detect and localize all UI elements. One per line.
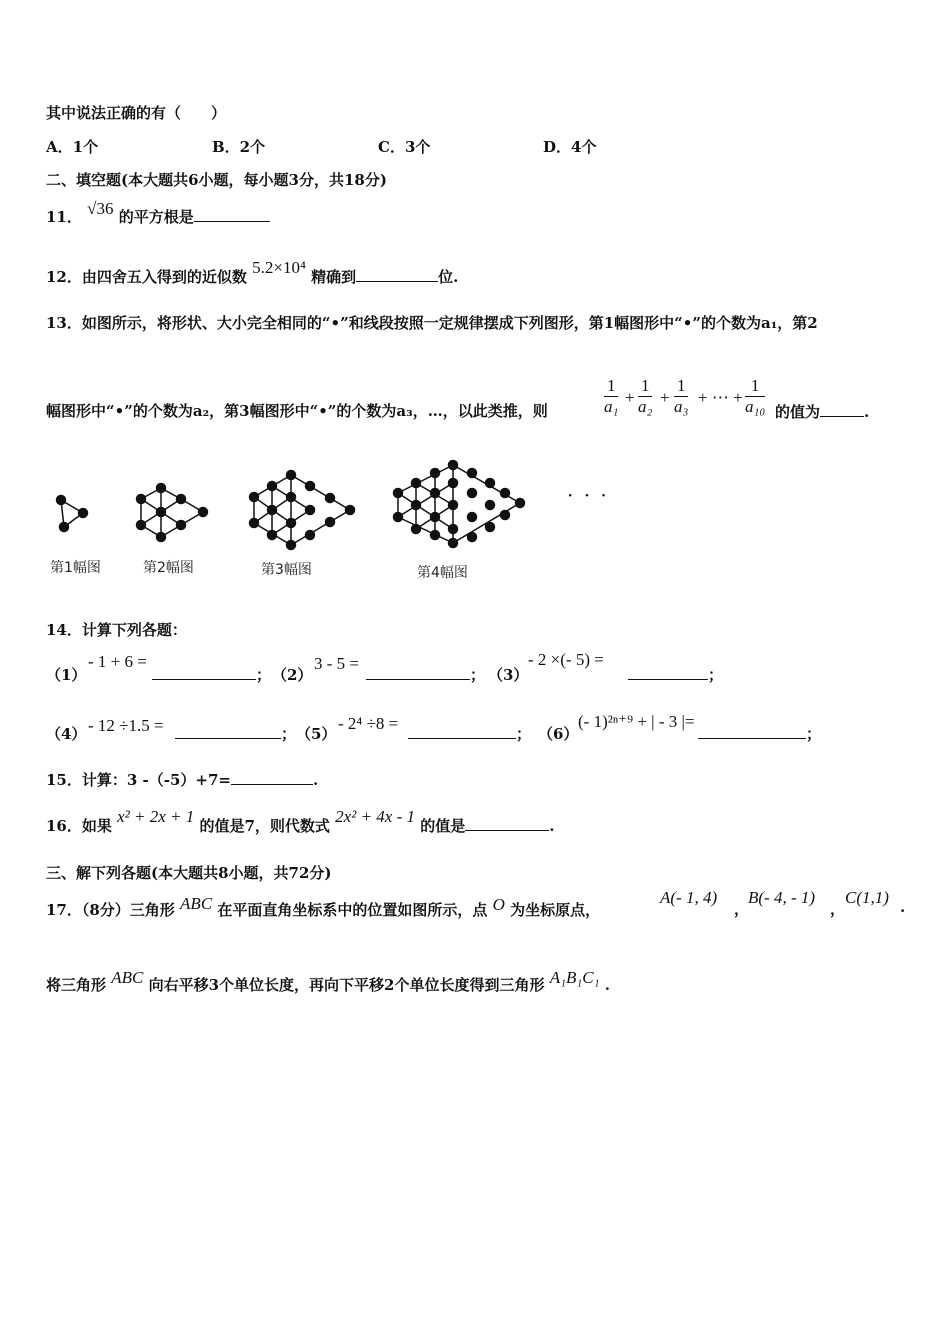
q14-item-2-blank: ； [366,664,485,685]
q15-answer-blank [231,770,313,785]
q10-option-c: C．3个 [378,138,431,156]
figure-4-caption: 第4幅图 [417,565,468,581]
q16-expression-2: 2x² + 4x - 1 [335,807,415,826]
period: . [900,898,906,916]
q16-end: . [549,817,555,835]
fraction-term-10 [745,376,765,417]
q14-item-6-expression: (- 1)²ⁿ⁺⁹ + | - 3 |= [578,712,695,731]
point-c: C(1,1) [845,888,889,907]
q17-line1 [46,894,601,920]
triangle-abc-label: ABC [180,894,213,913]
q11-text: 的平方根是 [118,208,194,226]
q14-item-4-blank: ； [175,723,296,744]
figure-2-pattern [137,484,208,542]
triangle-a1b1c1-label: A₁B₁C₁ [549,968,600,987]
q14-item-3-expression: - 2 ×(- 5) = [528,650,604,669]
q14-title: 14．计算下列各题： [46,621,187,639]
q13-line2: 幅图形中“•”的个数为a₂，第3幅图形中“•”的个数为a₃，…，以此类推，则 [46,402,548,420]
q12-text: 精确到 [311,268,357,286]
q15-text: 15．计算：3 -（-5）+7= [46,771,231,789]
q17-text-b: 在平面直角坐标系中的位置如图所示，点 [217,901,488,919]
section2-title: 二、填空题(本大题共6小题，每小题3分，共18分) [46,171,387,189]
q14-item-1-expression: - 1 + 6 = [88,652,147,671]
dot-pattern-figures [40,455,560,560]
q17-line2-start: 将三角形 [46,976,107,994]
section3-title: 三、解下列各题(本大题共8小题，共72分) [46,864,332,882]
q10-option-b: B．2个 [212,138,266,156]
q17-text-c: 为坐标原点， [510,901,601,919]
figure-1-caption: 第1幅图 [50,560,101,576]
fraction-numerator: 1 [674,376,688,397]
q17-line2 [46,968,611,995]
q14-item-3-blank: ； [628,664,723,685]
q13-tail-text: 的值为 [775,403,821,421]
q15 [46,770,318,790]
fraction-numerator: 1 [604,376,618,397]
q14-item-2-label: （2） [272,666,313,684]
fraction-term-1 [604,376,618,417]
fraction-denominator: a₁₀ [745,397,766,416]
point-a: A(- 1, 4) [660,888,718,907]
continuation-dots: · · · [567,483,609,507]
q14-item-4-expression: - 12 ÷1.5 = [88,716,164,735]
comma: ， [734,900,750,918]
q14-item-6-label: （6） [538,725,579,743]
figure-1-pattern [57,496,88,532]
fraction-numerator: 1 [638,376,652,397]
q11-expression: √36 [87,199,114,218]
q16-tail: 的值是 [420,817,466,835]
q12 [46,258,459,287]
q12-prefix: 由四舍五入得到的近似数 [81,268,247,286]
q13-answer-blank [820,402,864,417]
q16-answer-blank [465,816,549,831]
q10-option-a: A．1个 [46,138,99,156]
origin-label: O [492,895,505,914]
fraction-denominator: a₁ [604,397,619,416]
figure-2-caption: 第2幅图 [143,560,194,576]
fraction-term-2 [638,376,652,417]
q14-item-5-expression: - 2⁴ ÷8 = [338,714,399,733]
q14-item-3-label: （3） [488,666,529,684]
q11 [46,199,270,227]
q14-item-1-label: （1） [46,666,87,684]
point-b: B(- 4, - 1) [748,888,816,907]
q11-number: 11． [46,208,82,226]
q16 [46,807,555,836]
q13-line1: 13．如图所示，将形状、大小完全相同的“•”和线段按照一定规律摆成下列图形，第1幅图形中“•”的个数为a₁，第2 [46,314,818,332]
q11-answer-blank [194,207,270,222]
q14-item-4-label: （4） [46,725,87,743]
q12-number: 12． [46,268,82,286]
q12-answer-blank [356,267,438,282]
plus-sign: + [660,388,670,407]
q16-expression-1: x² + 2x + 1 [117,807,195,826]
q16-number: 16．如果 [46,817,112,835]
q14-item-5-blank: ； [408,723,531,744]
q14-item-1-blank: ； [152,664,271,685]
fraction-term-3 [674,376,688,417]
comma: ， [830,900,846,918]
q13-tail: 的值为 . [775,403,870,421]
figure-4-pattern [394,461,525,548]
sum-ellipsis: + ⋯ + [698,388,743,407]
q10-option-d: D．4个 [543,138,597,156]
figure-3-pattern [250,471,355,550]
q14-item-2-expression: 3 - 5 = [314,654,359,673]
q17-intro: 17．（8分）三角形 [46,901,175,919]
figure-3-caption: 第3幅图 [261,562,312,578]
q12-expression: 5.2×10⁴ [252,258,306,277]
q17-line2-text: 向右平移3个单位长度，再向下平移2个单位长度得到三角形 [148,976,545,994]
plus-sign: + [625,388,635,407]
fraction-denominator: a₂ [638,397,653,416]
q12-suffix: 位. [438,268,459,286]
fraction-numerator: 1 [745,376,765,397]
triangle-abc-label: ABC [111,968,144,987]
q10-stem: 其中说法正确的有（ ） [46,104,227,122]
q17-line2-end: . [604,976,611,994]
q15-end: . [313,771,319,789]
fraction-denominator: a₃ [674,397,689,416]
q14-item-5-label: （5） [296,725,337,743]
q16-middle: 的值是7，则代数式 [199,817,330,835]
q14-item-6-blank: ； [698,723,821,744]
